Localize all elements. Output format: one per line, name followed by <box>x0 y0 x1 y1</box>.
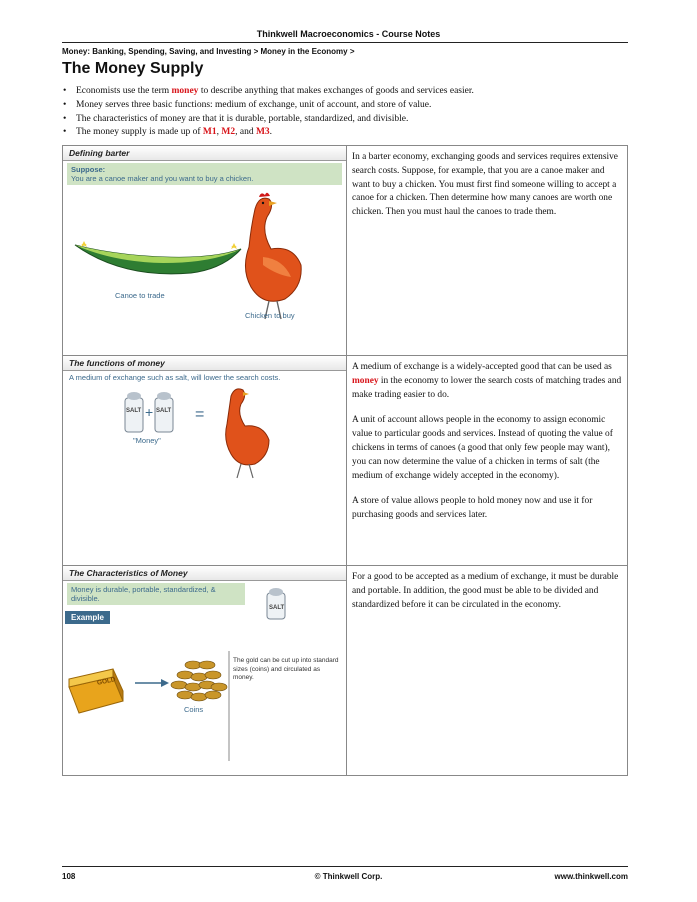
page-title: The Money Supply <box>62 60 204 77</box>
money-label: "Money" <box>133 436 161 445</box>
gold-bar-label: GOLD <box>96 676 117 687</box>
term-m1[interactable]: M1 <box>202 127 217 138</box>
header-title: Thinkwell Macroeconomics - Course Notes <box>256 29 441 39</box>
medium-of-exchange-paragraph: A medium of exchange is a widely-accepted good that can be used as money in the economy to lower the search costs of matching trades and make trading easier to do. <box>352 362 622 400</box>
term-money[interactable]: money <box>352 375 379 386</box>
functions-text <box>347 356 628 566</box>
page-number: 108 <box>62 872 76 881</box>
salt-label: SALT <box>126 408 142 414</box>
breadcrumb: Money: Banking, Spending, Saving, and Investing > Money in the Economy > <box>62 47 355 56</box>
bullet-characteristics: • The characteristics of money are that it is durable, portable, standardized, and divisible. <box>62 113 628 127</box>
characteristics-caption: Money is durable, portable, standardized, & divisible. <box>67 583 245 605</box>
term-money[interactable]: money <box>171 86 199 96</box>
panel-title: The Characteristics of Money <box>63 566 346 581</box>
salt-label: SALT <box>156 408 172 414</box>
salt-chicken-illustration <box>63 384 346 494</box>
chicken-icon <box>226 389 269 478</box>
coins-label: Coins <box>184 705 204 714</box>
characteristics-figure-panel <box>63 566 347 776</box>
barter-paragraph: In a barter economy, exchanging goods and services requires extensive search costs. Suppose, for example, that you are a canoe maker and want to buy a chicken. You must first find someone willing to accept a canoe for a chicken. Then determine how many canoes are worth one chicken. Then you must haul the canoes to trade them. <box>352 152 618 218</box>
gold-explanation: The gold can be cut up into standard sizes (coins) and circulated as money. <box>233 657 339 681</box>
website-link[interactable]: www.thinkwell.com <box>554 872 628 881</box>
panel-title: The functions of money <box>63 356 346 371</box>
characteristics-text <box>347 566 628 776</box>
store-of-value-paragraph: A store of value allows people to hold money now and use it for purchasing goods and services later. <box>352 496 593 521</box>
panel-title: Defining barter <box>63 146 346 161</box>
characteristics-figure <box>63 583 346 769</box>
equals-sign: = <box>195 406 205 423</box>
coins-icon <box>171 661 227 701</box>
footer-divider <box>62 866 628 867</box>
functions-figure-panel <box>63 356 347 566</box>
canoe-label: Canoe to trade <box>115 291 165 300</box>
barter-figure <box>63 187 346 347</box>
notes-row-barter <box>63 146 628 356</box>
suppose-box <box>67 163 342 185</box>
chicken-label: Chicken to buy <box>245 311 295 320</box>
suppose-text: You are a canoe maker and you want to buy a chicken. <box>71 174 254 183</box>
bullet-money-definition: • Economists use the term money to describe anything that makes exchanges of goods and services easier. <box>62 85 628 99</box>
arrow-right-icon <box>135 679 169 687</box>
functions-caption: A medium of exchange such as salt, will lower the search costs. <box>69 373 281 382</box>
functions-figure <box>63 384 346 504</box>
characteristics-paragraph: For a good to be accepted as a medium of exchange, it must be durable and portable. In addition, the good must be able to be divided and standardized before it can be circulated in the economy. <box>352 572 619 610</box>
example-tab: Example <box>65 611 110 624</box>
salt-label: SALT <box>269 605 285 611</box>
canoe-chicken-illustration <box>63 187 346 347</box>
bullet-money-supply: • The money supply is made up of M1, M2, and M3. <box>62 126 628 140</box>
barter-text <box>347 146 628 356</box>
copyright: © Thinkwell Corp. <box>314 872 383 881</box>
notes-table <box>62 145 628 776</box>
chicken-icon <box>245 193 301 319</box>
canoe-icon <box>75 241 241 274</box>
unit-of-account-paragraph: A unit of account allows people in the economy to assign economic value to particular goods and services. Instead of quoting the value of chickens in terms of canoes (a good that only few people may want), you can now determine the value of a chicken in terms of salt (the medium of exchange widely accepted in the economy). <box>352 415 613 481</box>
bullet-functions: • Money serves three basic functions: medium of exchange, unit of account, and store of value. <box>62 99 628 113</box>
notes-row-functions <box>63 356 628 566</box>
suppose-label: Suppose: <box>71 165 106 174</box>
header-divider <box>62 42 628 43</box>
term-m3[interactable]: M3 <box>255 127 270 138</box>
plus-sign: + <box>145 404 154 420</box>
salt-shaker-icon <box>259 583 299 623</box>
term-m2[interactable]: M2 <box>221 127 236 138</box>
summary-bullet-list <box>62 85 628 140</box>
barter-figure-panel <box>63 146 347 356</box>
notes-row-characteristics <box>63 566 628 776</box>
